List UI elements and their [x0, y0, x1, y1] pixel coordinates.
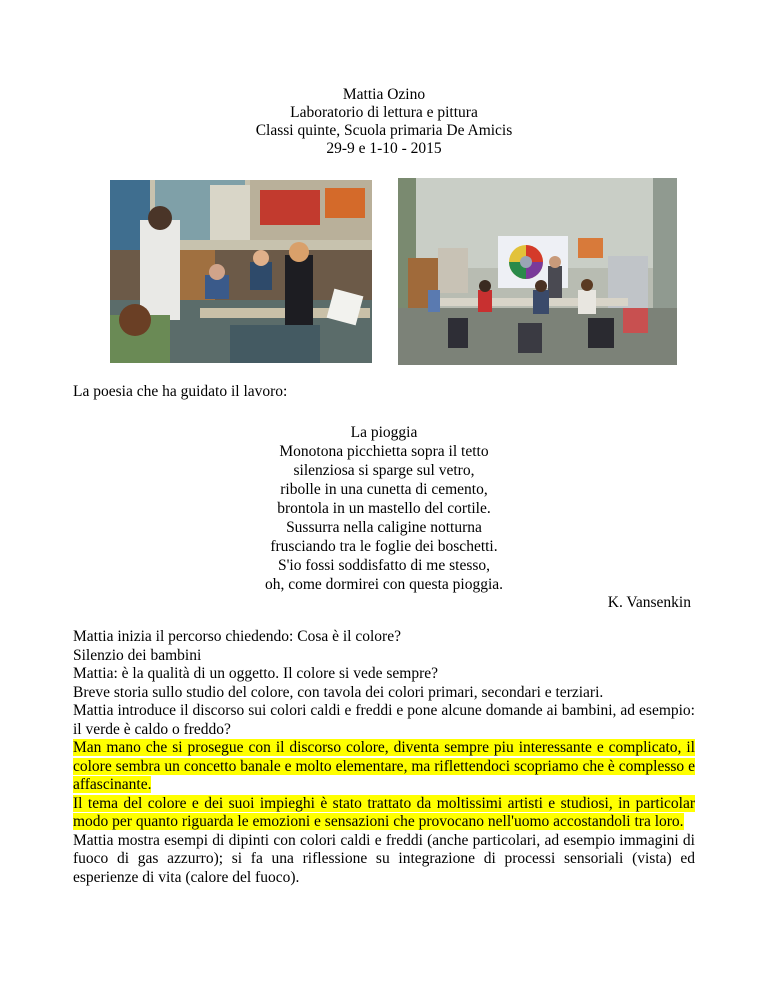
dates: 29-9 e 1-10 - 2015 — [326, 140, 442, 157]
poem-intro: La poesia che ha guidato il lavoro: — [73, 383, 288, 400]
poem-line: Monotona picchietta sopra il tetto — [279, 443, 489, 460]
paragraph-text: Mattia: è la qualità di un oggetto. Il colore si vede sempre? — [73, 665, 438, 682]
paragraph — [73, 832, 695, 888]
classroom-photo-2 — [398, 178, 677, 365]
class-info: Classi quinte, Scuola primaria De Amicis — [255, 122, 513, 139]
paragraph-text: Silenzio dei bambini — [73, 646, 202, 664]
paragraph-text: Breve storia sullo studio del colore, con tavola dei colori primari, secondari e terziari. — [73, 683, 604, 701]
author-name: Mattia Ozino — [342, 86, 426, 103]
report-body — [73, 628, 695, 887]
paragraph — [73, 628, 695, 647]
classroom-photo-1 — [110, 180, 372, 363]
paragraph-text: Mattia introduce il discorso sui colori caldi e freddi e pone alcune domande ai bambini, ad esempio: il verde è caldo o freddo? — [73, 702, 695, 738]
poem-line: ribolle in una cunetta di cemento, — [280, 481, 488, 498]
highlighted-text: Il tema del colore e dei suoi impieghi è stato trattato da moltissimi artisti e studiosi, in particolar modo per quanto riguarda le emozioni e sensazioni che provocano nell'uomo accostandoli tra loro. — [73, 794, 695, 830]
poem-line: S'io fossi soddisfatto di me stesso, — [277, 557, 491, 574]
highlighted-paragraph — [73, 739, 695, 795]
poem-line: brontola in un mastello del cortile. — [277, 500, 491, 517]
paragraph — [73, 647, 695, 666]
poem-line: Sussurra nella caligine notturna — [286, 519, 482, 536]
document-header — [0, 86, 768, 158]
paragraph-text: Mattia mostra esempi di dipinti con colori caldi e freddi (anche particolari, ad esempio immagini di fuoco di gas azzurro); si fa una riflessione su integrazione di processi sensoriali (vista) ed esperienze di vita (calore del fuoco). — [73, 831, 695, 886]
highlighted-paragraph — [73, 795, 695, 832]
paragraph-text: Mattia inizia il percorso chiedendo: Cosa è il colore? — [73, 628, 401, 645]
poem-title: La pioggia — [350, 424, 418, 441]
paragraph — [73, 702, 695, 739]
poem-line: oh, come dormirei con questa pioggia. — [264, 576, 504, 593]
highlighted-text: Man mano che si prosegue con il discorso colore, diventa sempre piu interessante e complicato, il colore sembra un concetto banale e molto elementare, ma riflettendoci scopriamo che è complesso e affascinante. — [73, 739, 695, 793]
poem-author: K. Vansenkin — [607, 594, 691, 611]
poem-line: frusciando tra le foglie dei boschetti. — [270, 538, 498, 555]
paragraph — [73, 684, 695, 703]
paragraph — [73, 665, 695, 684]
workshop-title: Laboratorio di lettura e pittura — [290, 104, 478, 121]
poem-line: silenziosa si sparge sul vetro, — [293, 462, 475, 479]
poem — [0, 423, 768, 594]
